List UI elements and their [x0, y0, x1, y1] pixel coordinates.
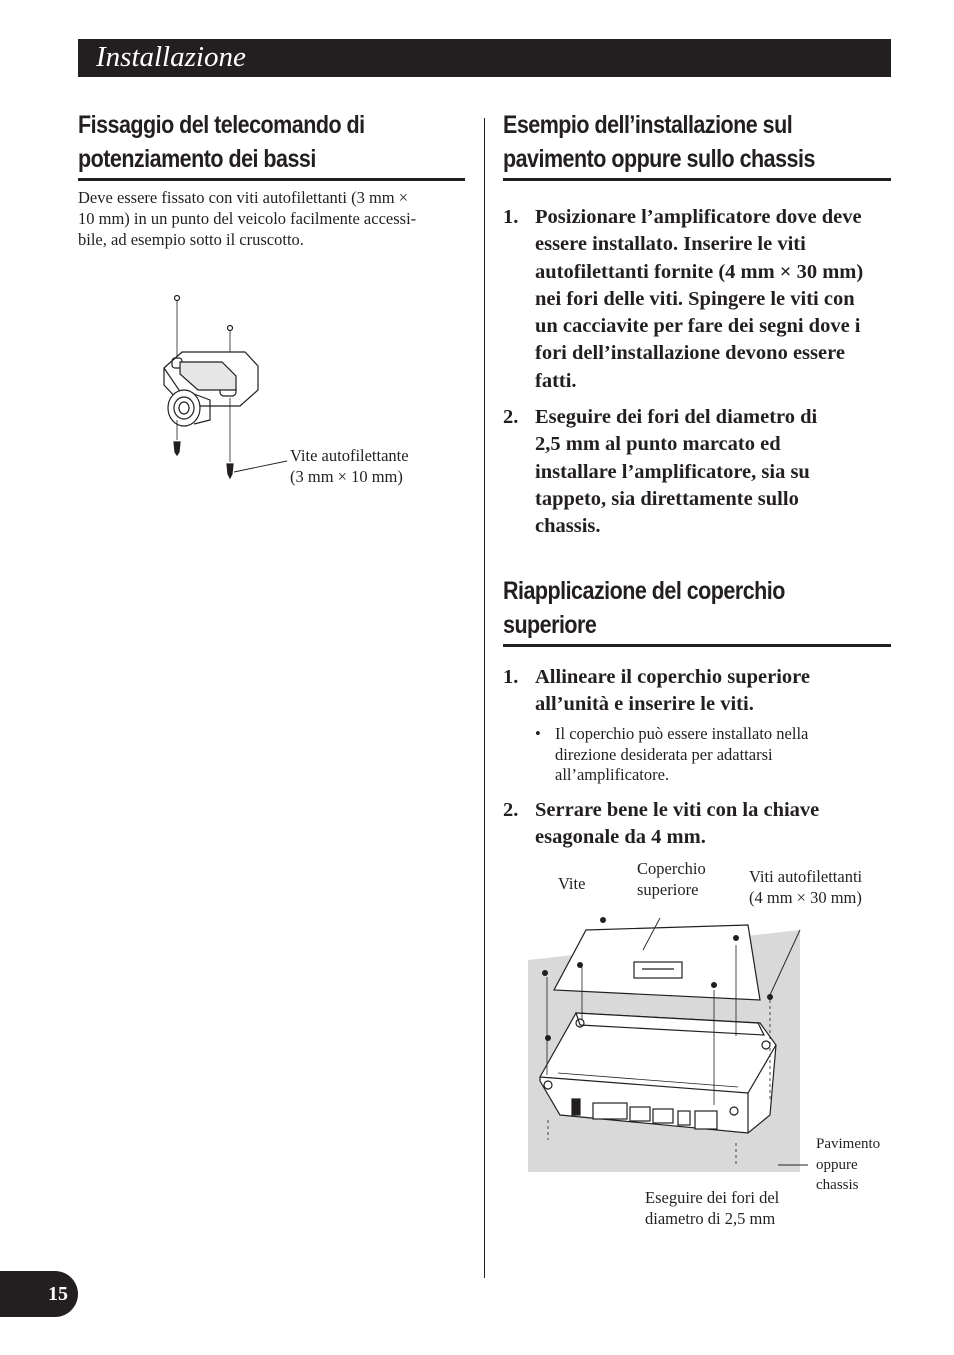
- paragraph-line: 10 mm) in un punto del veicolo facilmente accessi-: [78, 209, 417, 228]
- label-line: Pavimento: [816, 1136, 881, 1152]
- step-line: esagonale da 4 mm.: [535, 826, 706, 849]
- bullet-line: direzione desiderata per adattarsi: [555, 744, 773, 764]
- step-line: fatti.: [535, 369, 577, 392]
- heading-line: superiore: [503, 611, 597, 639]
- figure-label-vite-autofilettante: [290, 445, 409, 487]
- step-line: all’unità e inserire le viti.: [535, 693, 754, 716]
- label-line: diametro di 2,5 mm: [645, 1209, 776, 1228]
- heading-esempio-installazione: [503, 108, 891, 181]
- label-line: Viti autofilettanti: [749, 867, 863, 886]
- amplifier-cover-illustration: [528, 905, 838, 1175]
- label-line: (4 mm × 30 mm): [749, 888, 862, 907]
- label-line: Eseguire dei fori del: [645, 1188, 780, 1207]
- label-line: Coperchio: [637, 859, 706, 878]
- figure-label-eseguire-fori: [645, 1187, 779, 1229]
- step-line: chassis.: [535, 515, 601, 538]
- bullet-text: [555, 724, 808, 786]
- step-line: autofilettanti fornite (4 mm × 30 mm): [535, 260, 864, 283]
- page-number-badge: [0, 1271, 78, 1317]
- step-line: Eseguire dei fori del diametro di: [535, 406, 818, 428]
- paragraph-line: Deve essere fissato con viti autofilettanti (3 mm ×: [78, 188, 409, 207]
- figure-label-coperchio: [637, 858, 706, 900]
- step-text: [535, 204, 863, 395]
- heading-line: potenziamento dei bassi: [78, 145, 316, 173]
- step-line: tappeto, sia direttamente sullo: [535, 487, 799, 510]
- bullet-symbol: •: [535, 724, 541, 743]
- fissaggio-paragraph: [78, 187, 468, 250]
- step-line: Posizionare l’amplificatore dove deve: [535, 206, 862, 228]
- step-number: 2.: [503, 406, 519, 428]
- figure-label-pavimento: [816, 1134, 880, 1196]
- step-line: fori dell’installazione devono essere: [535, 342, 845, 365]
- column-divider: [484, 118, 485, 1278]
- step-text: [535, 797, 819, 852]
- heading-line: Fissaggio del telecomando di: [78, 111, 365, 139]
- figure-label-viti-autofilettanti: [749, 866, 862, 908]
- page-number: 15: [48, 1283, 68, 1305]
- bullet-line: all’amplificatore.: [555, 765, 670, 784]
- step-line: installare l’amplificatore, sia su: [535, 460, 810, 483]
- figure-label-vite: [558, 873, 585, 894]
- heading-fissaggio: [78, 108, 465, 181]
- step-number: 1.: [503, 666, 519, 688]
- bullet-line: Il coperchio può essere installato nella: [555, 724, 809, 743]
- remote-controller-illustration: [150, 290, 290, 490]
- heading-line: pavimento oppure sullo chassis: [503, 145, 815, 173]
- step-text: [535, 664, 810, 719]
- step-line: essere installato. Inserire le viti: [535, 233, 806, 256]
- paragraph-line: bile, ad esempio sotto il cruscotto.: [78, 230, 304, 249]
- label-line: (3 mm × 10 mm): [290, 467, 403, 486]
- label-line: Vite: [558, 874, 586, 893]
- step-number: 2.: [503, 799, 519, 821]
- step-number: 1.: [503, 206, 519, 228]
- heading-riapplicazione-coperchio: [503, 574, 891, 647]
- step-line: nei fori delle viti. Spingere le viti con: [535, 287, 855, 310]
- label-line: superiore: [637, 880, 699, 899]
- heading-line: Riapplicazione del coperchio: [503, 577, 785, 605]
- label-line: chassis: [816, 1177, 859, 1193]
- label-line: Vite autofilettante: [290, 446, 409, 465]
- step-line: Allineare il coperchio superiore: [535, 666, 811, 688]
- step-line: un cacciavite per fare dei segni dove i: [535, 315, 861, 338]
- page-title: Installazione: [96, 41, 246, 73]
- step-text: [535, 404, 817, 540]
- header-bar: [78, 39, 891, 77]
- heading-line: Esempio dell’installazione sul: [503, 111, 793, 139]
- step-line: Serrare bene le viti con la chiave: [535, 799, 820, 821]
- step-line: 2,5 mm al punto marcato ed: [535, 433, 781, 456]
- label-line: oppure: [816, 1156, 858, 1173]
